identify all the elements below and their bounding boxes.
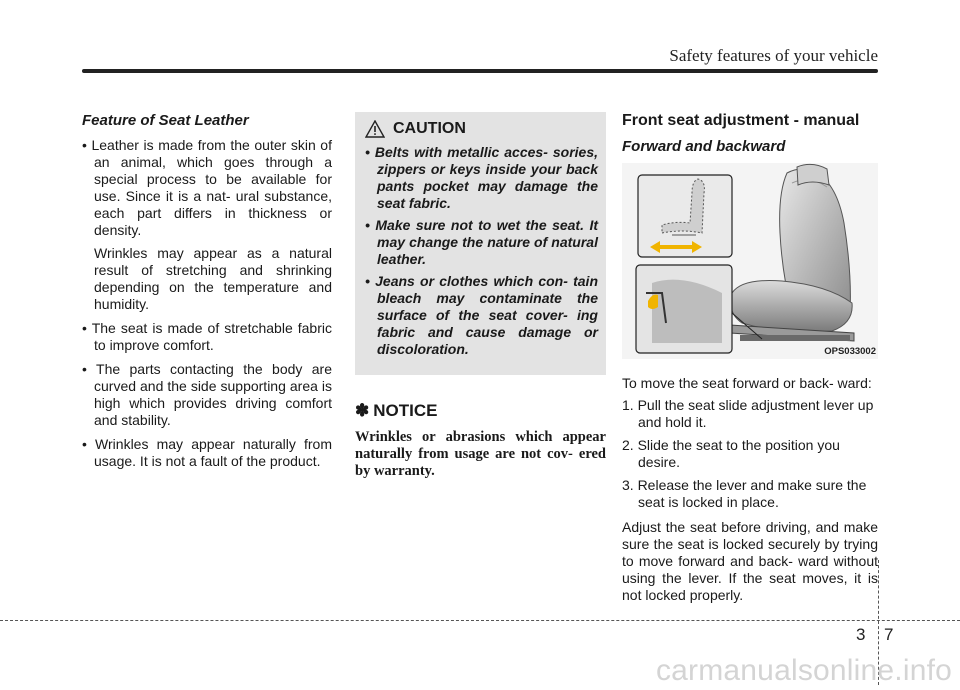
list-item: 1. Pull the seat slide adjustment lever up and hold it. xyxy=(622,397,874,430)
leather-bullet-list xyxy=(82,137,332,470)
seat-illustration xyxy=(622,163,878,359)
steps-list xyxy=(622,397,878,511)
section-title-leather: Feature of Seat Leather xyxy=(82,112,249,129)
list-item: 3. Release the lever and make sure the seat is locked in place. xyxy=(622,477,867,510)
list-item: • Belts with metallic acces- sories, zippers or keys inside your back pants pocket may damage the seat fabric. xyxy=(365,144,598,211)
caution-text: Make sure not to wet the seat. It may change the nature of natural leather. xyxy=(375,217,598,267)
caution-box xyxy=(355,112,606,375)
right-column xyxy=(622,112,878,604)
inset-top xyxy=(638,175,732,257)
seat-adjustment-figure xyxy=(622,163,878,359)
section-title-seat-adjustment: Front seat adjustment - manual xyxy=(622,112,860,129)
list-item: • The seat is made of stretchable fabric to improve comfort. xyxy=(82,320,332,353)
list-item: • Jeans or clothes which con- tain bleach may contaminate the surface of the seat cover- ing fabric and cause damage or discoloration. xyxy=(365,273,598,357)
left-column xyxy=(82,112,332,477)
caution-list xyxy=(365,144,598,358)
caution-text: Belts with metallic acces- sories, zippers or keys inside your back pants pocket may damage the seat fabric. xyxy=(374,144,598,211)
figure-code: OPS033002 xyxy=(824,346,876,357)
subsection-title-forward-backward: Forward and backward xyxy=(622,138,786,155)
list-item: • The parts contacting the body are curved and the side supporting area is high which provides driving comfort and stability. xyxy=(82,361,332,428)
notice-header xyxy=(355,401,606,421)
chapter-number: 3 xyxy=(856,625,866,644)
notice-title: NOTICE xyxy=(373,401,438,420)
bullet-text: Wrinkles may appear naturally from usage. It is not a fault of the product. xyxy=(94,436,332,469)
notice-body: Wrinkles or abrasions which appear naturally from usage are not cov- ered by warranty. xyxy=(355,429,606,479)
caution-title: CAUTION xyxy=(393,120,466,137)
middle-column xyxy=(355,112,606,480)
list-item: • Make sure not to wet the seat. It may change the nature of natural leather. xyxy=(365,217,598,267)
footer-rule xyxy=(0,620,960,621)
watermark-text: carmanualsonline.info xyxy=(655,654,952,687)
header-rule xyxy=(82,69,878,73)
page-header-title: Safety features of your vehicle xyxy=(669,46,878,65)
warning-triangle-icon xyxy=(365,120,385,138)
caution-header xyxy=(365,120,598,138)
bullet-text: The seat is made of stretchable fabric to improve comfort. xyxy=(91,320,332,353)
asterisk-icon: ✽ xyxy=(355,401,370,420)
closing-text: Adjust the seat before driving, and make sure the seat is locked securely by trying to move forward and back- ward without using the lever. If the seat moves, it is not locked properly. xyxy=(622,519,878,603)
list-item: • Wrinkles may appear naturally from usage. It is not a fault of the product. xyxy=(82,436,332,469)
page-number: 7 xyxy=(884,625,894,644)
list-item: 2. Slide the seat to the position you desire. xyxy=(622,437,840,470)
bullet-text: The parts contacting the body are curved and the side supporting area is high which provides driving comfort and stability. xyxy=(94,361,332,428)
intro-text: To move the seat forward or back- ward: xyxy=(622,375,872,391)
list-item: • Leather is made from the outer skin of an animal, which goes through a special process to be available for use. Since it is a nat- ural substance, each part differs in thickness or density. Wrinkles may appear as a natural result of stretching and shrinking depending on the temperature and humidity. xyxy=(82,137,332,312)
bullet-extra-text: Wrinkles may appear as a natural result of stretching and shrinking depending on the temperature and humidity. xyxy=(94,245,332,312)
caution-text: Jeans or clothes which con- tain bleach may contaminate the surface of the seat cover- ing fabric and cause damage or discoloration. xyxy=(375,273,598,357)
bullet-text: Leather is made from the outer skin of an animal, which goes through a special process to be available for use. Since it is a nat- ural substance, each part differs in thickness or density. xyxy=(91,137,332,238)
